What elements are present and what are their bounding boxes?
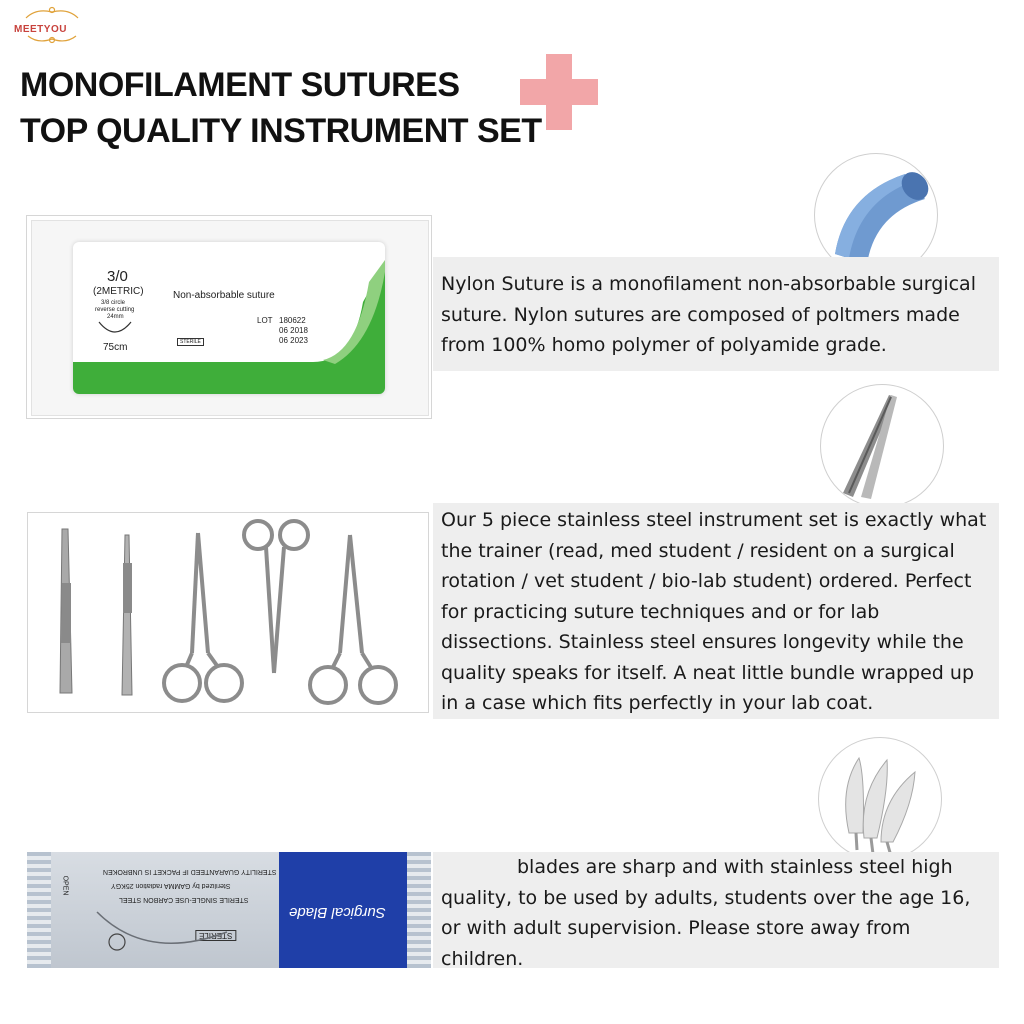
lot-number: 180622 (279, 316, 306, 325)
headline-line-2: TOP QUALITY INSTRUMENT SET (20, 112, 542, 150)
blades-description (433, 852, 999, 968)
sterile-badge: STERILE (177, 338, 204, 346)
instruments-line: the trainer (read, med student / resident on a surgical (441, 539, 955, 562)
headline-line-1: MONOFILAMENT SUTURES (20, 66, 460, 104)
suture-pack-image (26, 215, 432, 419)
hemostat-2 (310, 535, 396, 703)
nylon-line: Nylon Suture is a monofilament non-absorbable surgical (441, 273, 976, 295)
exp-date: 06 2023 (279, 336, 308, 345)
scissors (244, 521, 308, 673)
blade-pack-edge-left (27, 852, 51, 968)
brand-logo-text: MEETYOU (14, 24, 67, 35)
mfg-date: 06 2018 (279, 326, 308, 335)
scalpel-blades-icon (818, 737, 942, 861)
blade-pack-text-3: STERILE SINGLE-USE CARBON STEEL (119, 896, 249, 903)
blades-line: children. (441, 947, 524, 970)
plus-icon (520, 54, 598, 130)
instruments-line: quality speaks for itself. A neat little bundle wrapped up (441, 661, 975, 684)
suture-metric: (2METRIC) (93, 286, 144, 297)
needle-shape: 3/8 circle (101, 300, 126, 306)
tweezers-2 (122, 535, 132, 695)
blade-pack-edge-right (407, 852, 431, 968)
instrument-set-image (27, 512, 429, 713)
instruments-line: dissections. Stainless steel ensures longevity while the (441, 631, 964, 653)
hemostat-1 (164, 533, 242, 701)
blade-pack-text-2: Sterilized by GAMMA radiation 25KGY (111, 882, 231, 889)
instruments-line: rotation / vet student / bio-lab student) ordered. Perfect (441, 570, 972, 592)
blades-line: blades are sharp and with stainless steel high (517, 856, 953, 878)
blade-sterile-badge: STERILE (195, 930, 236, 941)
instruments-line: for practicing suture techniques and or for lab (441, 600, 880, 623)
instruments-description (433, 503, 999, 719)
instruments-line: in a case which fits perfectly in your lab coat. (441, 692, 874, 714)
blade-brand: Surgical Blade (289, 904, 386, 921)
needle-type: reverse cutting (95, 307, 135, 313)
forceps-tip-icon (820, 384, 944, 508)
lot-label: LOT (257, 316, 273, 325)
blade-pack-image (27, 852, 431, 968)
needle-arc-icon (95, 320, 135, 338)
suture-pack-label (73, 242, 385, 394)
blade-outline-icon (87, 902, 247, 962)
suture-size: 3/0 (107, 268, 128, 285)
suture-length: 75cm (103, 342, 128, 353)
blade-pack-text-1: STERILITY GUARANTEED IF PACKET IS UNBROKEN (103, 868, 277, 875)
nylon-description (433, 257, 999, 371)
brand-logo (6, 6, 98, 44)
instruments-line: Our 5 piece stainless steel instrument set is exactly what (441, 509, 987, 531)
needle-length: 24mm (107, 314, 124, 320)
suture-type: Non-absorbable suture (173, 290, 275, 301)
blades-line: or with adult supervision. Please store away from (441, 917, 911, 939)
nylon-line: from 100% homo polymer of polyamide grade. (441, 334, 887, 356)
blade-open-label: OPEN (61, 875, 69, 896)
blades-line: quality, to be used by adults, students over the age 16, (441, 886, 971, 909)
nylon-line: suture. Nylon sutures are composed of poltmers made (441, 303, 960, 326)
tweezers-1 (60, 529, 72, 693)
